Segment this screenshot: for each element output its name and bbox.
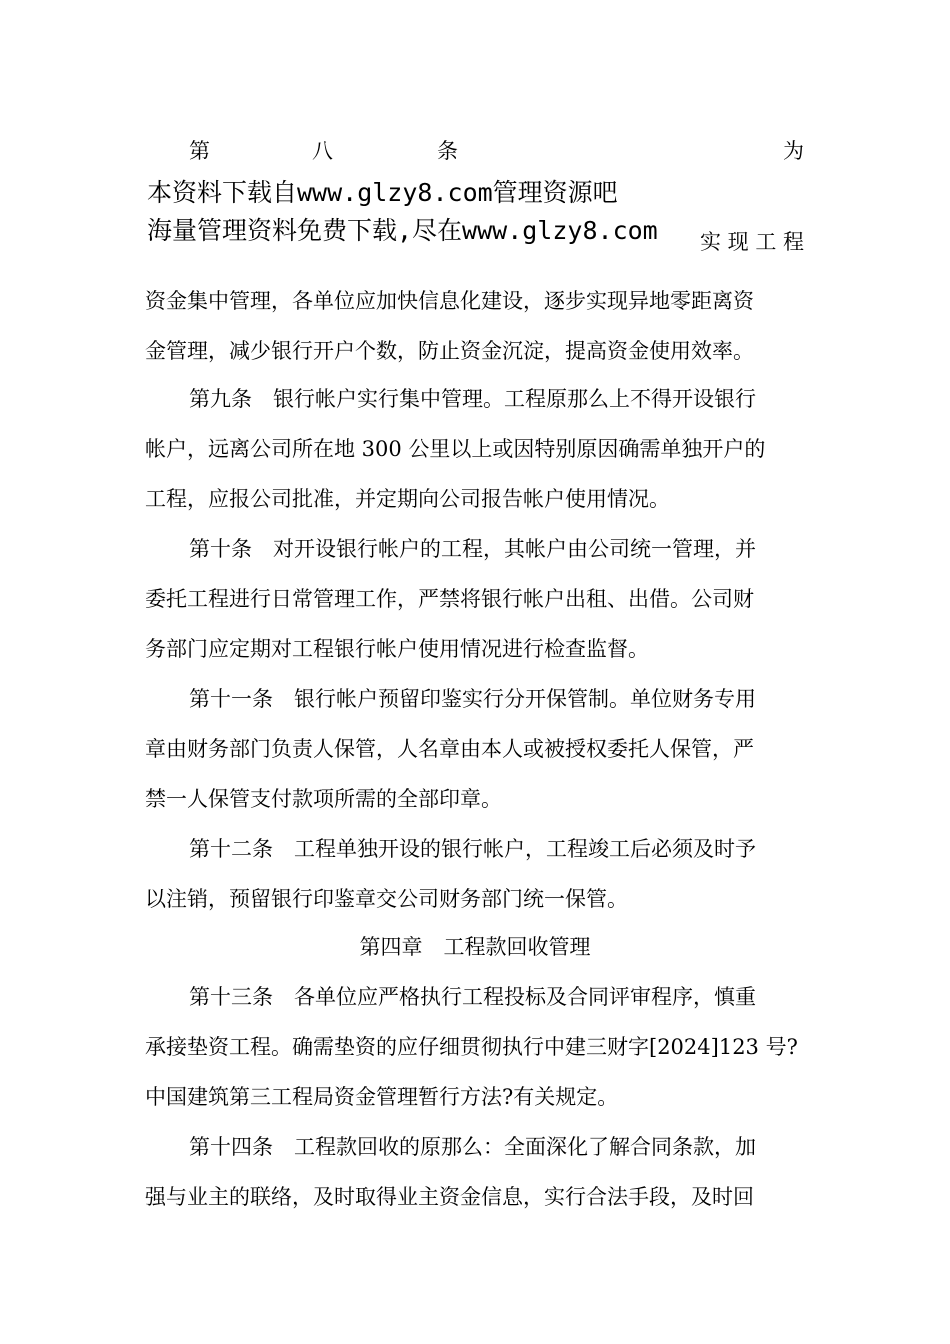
article11-line-2: 章由财务部门负责人保管，人名章由本人或被授权委托人保管，严	[145, 737, 754, 761]
article12-line-1: 第十二条 工程单独开设的银行帐户，工程竣工后必须及时予	[189, 837, 756, 861]
article9-line-3: 工程，应报公司批准，并定期向公司报告帐户使用情况。	[145, 487, 670, 511]
article8-word-4: 为	[783, 139, 804, 163]
article8-line-3: 金管理，减少银行开户个数，防止资金沉淀，提高资金使用效率。	[145, 339, 754, 363]
chapter-heading: 第四章 工程款回收管理	[359, 935, 591, 959]
article12-line-2: 以注销，预留银行印鉴章交公司财务部门统一保管。	[145, 887, 628, 911]
article13-line-1: 第十三条 各单位应严格执行工程投标及合同评审程序，慎重	[189, 985, 756, 1009]
watermark-line-1: 本资料下载自www.glzy8.com管理资源吧	[147, 178, 618, 207]
article8-word-3: 条	[437, 139, 458, 163]
article8-word-1: 第	[189, 139, 210, 163]
article11-line-1: 第十一条 银行帐户预留印鉴实行分开保管制。单位财务专用	[189, 687, 756, 711]
article11-line-3: 禁一人保管支付款项所需的全部印章。	[145, 787, 502, 811]
article13-line-2: 承接垫资工程。确需垫资的应仔细贯彻执行中建三财字[2024]123 号?	[145, 1035, 798, 1059]
article9-line-1: 第九条 银行帐户实行集中管理。工程原那么上不得开设银行	[189, 387, 756, 411]
article10-line-3: 务部门应定期对工程银行帐户使用情况进行检查监督。	[145, 637, 649, 661]
article8-line-tail: 实 现 工 程	[700, 230, 805, 254]
article14-line-2: 强与业主的联络，及时取得业主资金信息，实行合法手段，及时回	[145, 1185, 754, 1209]
article8-word-2: 八	[312, 139, 333, 163]
article14-line-1: 第十四条 工程款回收的原那么：全面深化了解合同条款，加	[189, 1135, 756, 1159]
article10-line-1: 第十条 对开设银行帐户的工程，其帐户由公司统一管理，并	[189, 537, 756, 561]
watermark-line-2: 海量管理资料免费下载,尽在www.glzy8.com	[147, 216, 658, 245]
article13-line-3: 中国建筑第三工程局资金管理暂行方法?有关规定。	[145, 1085, 619, 1109]
article9-line-2: 帐户，远离公司所在地 300 公里以上或因特别原因确需单独开户的	[145, 437, 766, 461]
article8-line-2: 资金集中管理，各单位应加快信息化建设，逐步实现异地零距离资	[145, 289, 754, 313]
article10-line-2: 委托工程进行日常管理工作，严禁将银行帐户出租、出借。公司财	[145, 587, 754, 611]
